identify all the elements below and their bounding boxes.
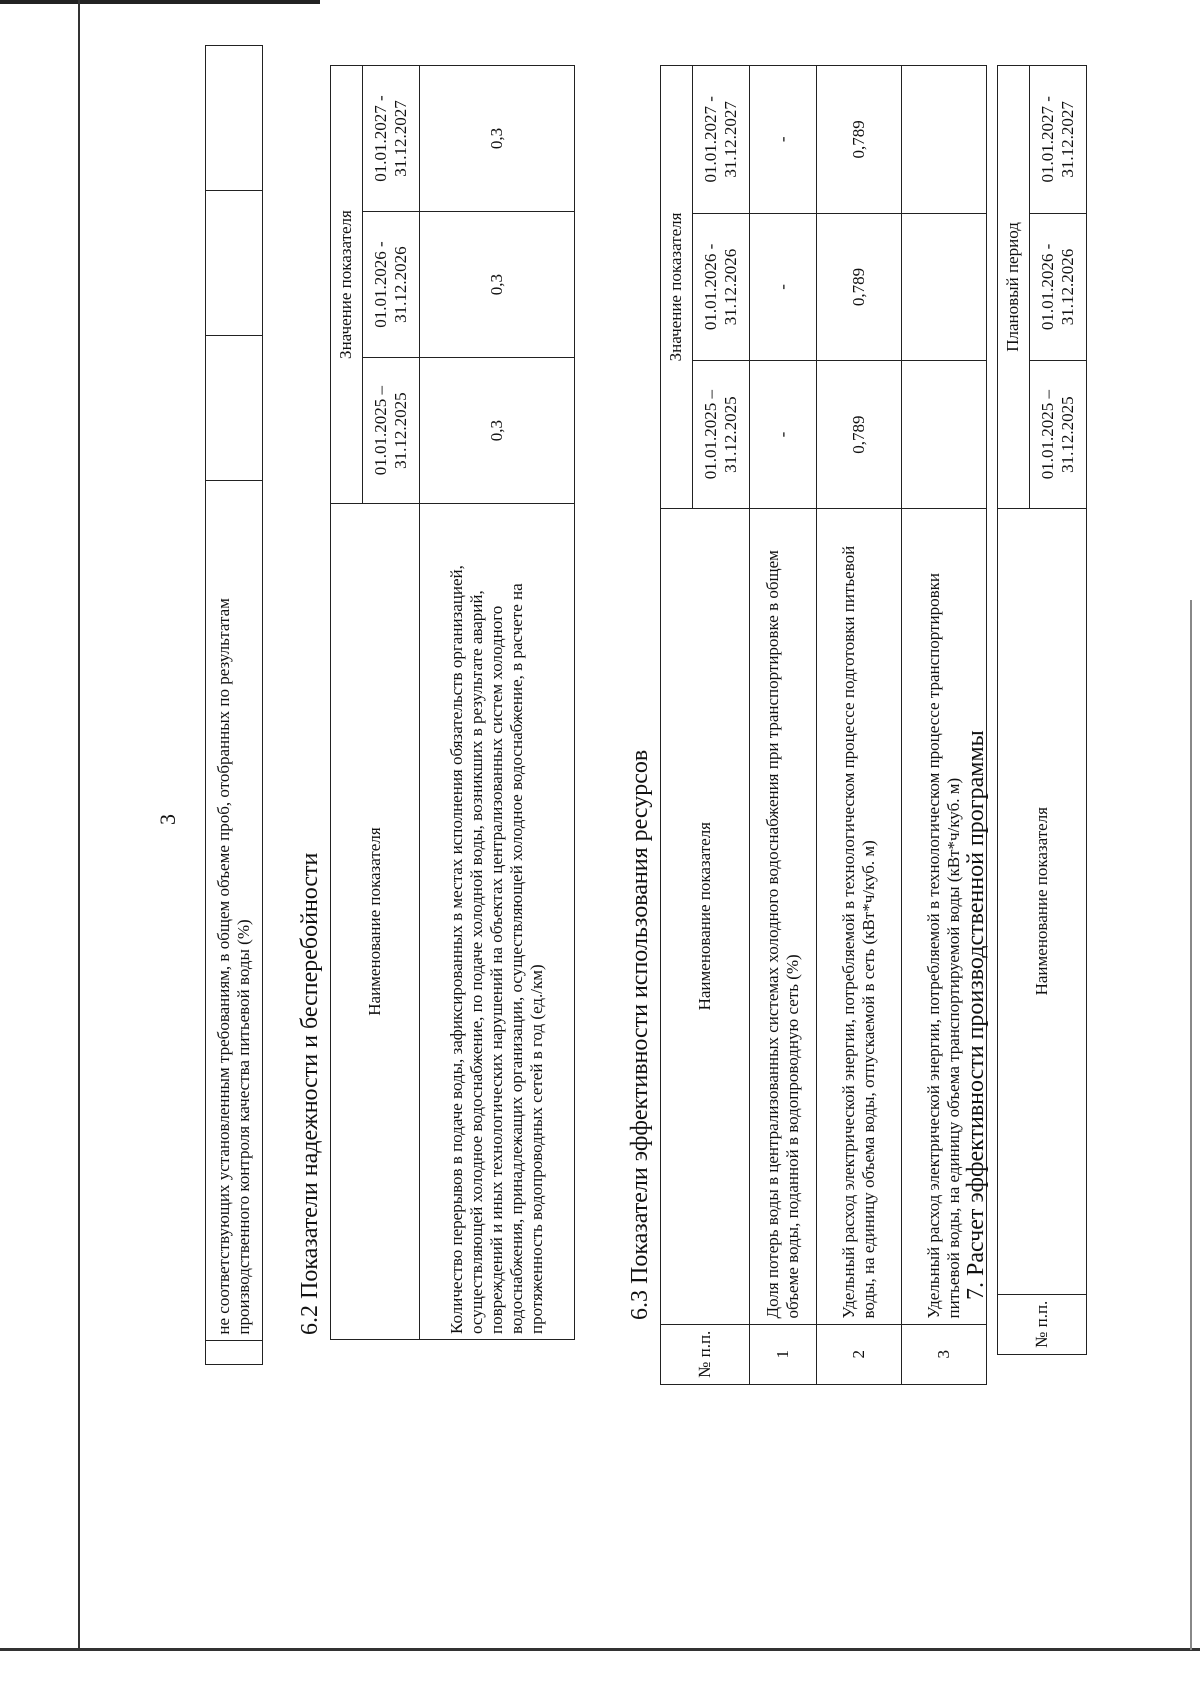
header-period: 01.01.2027 - 31.12.2027 <box>1029 66 1086 214</box>
table-row <box>750 66 817 1385</box>
header-indicator-name: Наименование показателя <box>331 504 420 1340</box>
value-cell: 0,3 <box>420 358 575 504</box>
header-period: 01.01.2026 - 31.12.2026 <box>692 213 749 361</box>
value-cell <box>206 191 263 336</box>
value-cell: - <box>750 66 817 214</box>
header-period: 01.01.2025 – 31.12.2025 <box>692 361 749 509</box>
table-row <box>420 66 575 1340</box>
top-continuation-table <box>205 45 263 1365</box>
reliability-table <box>330 65 575 1340</box>
indicator-name-cell: Доля потерь воды в централизованных системах холодного водоснабжения при транспортировке в общем объеме воды, поданной в водопроводную сеть (%) <box>750 508 817 1324</box>
scan-edge-top <box>0 0 320 4</box>
scan-edge-bottom <box>0 1648 1200 1651</box>
header-indicator-value: Значение показателя <box>661 66 693 509</box>
table-header-row <box>661 66 693 1385</box>
value-cell: - <box>750 213 817 361</box>
header-period: 01.01.2025 – 31.12.2025 <box>362 358 419 504</box>
num-cell <box>206 1340 263 1364</box>
rotated-page <box>35 5 1135 1585</box>
indicator-name-cell: не соответствующих установленным требованиям, в общем объеме проб, отобранных по результатам производственного контроля качества питьевой воды (%) <box>206 481 263 1340</box>
indicator-name-cell: Количество перерывов в подаче воды, зафиксированных в местах исполнения обязательств организацией, осуществляющей холодное водоснабжение, по подаче холодной воды, возникших в результате аварий, повреждений и иных технологических нарушений на объектах централизованных систем холодного водоснабжения, принадлежащих организации, осуществляющей холодное водоснабжение, в расчете на протяженность водопроводных сетей в год (ед./км) <box>420 504 575 1340</box>
header-row-number: № п.п. <box>661 1324 750 1384</box>
value-cell <box>206 46 263 191</box>
indicator-name-cell: Удельный расход электрической энергии, потребляемой в технологическом процессе транспортировки питьевой воды, на единицу объема транспортируемой воды (кВт*ч/куб. м) <box>902 508 987 1324</box>
value-cell <box>206 336 263 481</box>
row-number-cell: 3 <box>902 1324 987 1384</box>
table-row <box>206 46 263 1365</box>
header-period: 01.01.2025 – 31.12.2025 <box>1029 361 1086 509</box>
scan-edge-right <box>1190 600 1192 1650</box>
value-cell <box>902 213 987 361</box>
header-row-number: № п.п. <box>998 1294 1087 1354</box>
value-cell: 0,789 <box>817 66 902 214</box>
header-period: 01.01.2027 - 31.12.2027 <box>362 66 419 212</box>
program-efficiency-table <box>997 65 1087 1355</box>
page-number: 3 <box>155 814 180 825</box>
value-cell: 0,3 <box>420 212 575 358</box>
value-cell <box>902 66 987 214</box>
header-planned-period: Плановый период <box>998 66 1030 509</box>
section-7-title: 7. Расчет эффективности производственной программы <box>963 730 989 1300</box>
indicator-name-cell: Удельный расход электрической энергии, потребляемой в технологическом процессе подготовки питьевой воды, на единицу объема воды, отпускаемой в сеть (кВт*ч/куб. м) <box>817 508 902 1324</box>
header-indicator-name: Наименование показателя <box>661 508 750 1324</box>
header-indicator-value: Значение показателя <box>331 66 363 504</box>
section-6-2-title: 6.2 Показатели надежности и бесперебойности <box>297 852 323 1335</box>
row-number-cell: 2 <box>817 1324 902 1384</box>
table-header-row <box>998 66 1030 1355</box>
table-row <box>817 66 902 1385</box>
header-period: 01.01.2027 - 31.12.2027 <box>692 66 749 214</box>
header-indicator-name: Наименование показателя <box>998 508 1087 1294</box>
value-cell <box>902 361 987 509</box>
header-period: 01.01.2026 - 31.12.2026 <box>1029 213 1086 361</box>
resource-efficiency-table <box>660 65 987 1385</box>
value-cell: 0,789 <box>817 361 902 509</box>
row-number-cell: 1 <box>750 1324 817 1384</box>
section-6-3-title: 6.3 Показатели эффективности использования ресурсов <box>627 749 653 1320</box>
header-period: 01.01.2026 - 31.12.2026 <box>362 212 419 358</box>
table-header-row <box>331 66 363 1340</box>
value-cell: 0,3 <box>420 66 575 212</box>
value-cell: 0,789 <box>817 213 902 361</box>
value-cell: - <box>750 361 817 509</box>
